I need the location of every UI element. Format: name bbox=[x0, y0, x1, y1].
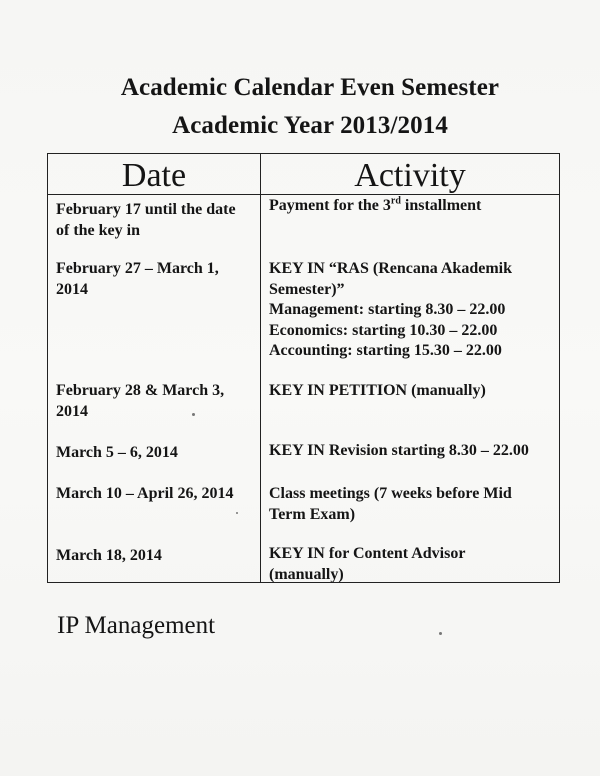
row-3-date: February 28 & March 3, 2014 bbox=[56, 382, 225, 420]
row-2-activity: KEY IN “RAS (Rencana Akademik Semester)” Management: starting 8.30 – 22.00 Economics: starting 10.30 – 22.00 Accounting: starting 15.30 – 22.00 bbox=[269, 260, 512, 359]
calendar-table bbox=[47, 153, 560, 583]
row-3-activity: KEY IN PETITION (manually) bbox=[269, 382, 486, 399]
row-1-activity-text-end: installment bbox=[400, 197, 482, 214]
scan-speck bbox=[236, 512, 238, 514]
scan-speck bbox=[439, 632, 442, 635]
column-divider bbox=[260, 154, 261, 582]
document-title: Academic Calendar Even Semester bbox=[120, 74, 500, 101]
column-header-activity: Activity bbox=[354, 157, 466, 194]
row-6-date: March 18, 2014 bbox=[56, 547, 162, 564]
row-1-activity-text: Payment for the 3 bbox=[269, 197, 391, 214]
row-1-activity-superscript: rd bbox=[390, 195, 401, 207]
row-4-activity: KEY IN Revision starting 8.30 – 22.00 bbox=[269, 442, 529, 459]
row-5-activity: Class meetings (7 weeks before Mid Term Exam) bbox=[269, 485, 512, 523]
row-1-activity bbox=[269, 196, 559, 217]
document-subtitle: Academic Year 2013/2014 bbox=[172, 112, 448, 139]
row-2-date: February 27 – March 1, 2014 bbox=[56, 260, 219, 298]
row-5-date: March 10 – April 26, 2014 bbox=[56, 485, 234, 502]
row-4-date: March 5 – 6, 2014 bbox=[56, 444, 178, 461]
row-1-date: February 17 until the date of the key in bbox=[56, 201, 236, 239]
column-header-date: Date bbox=[121, 157, 187, 194]
row-6-activity: KEY IN for Content Advisor (manually) bbox=[269, 545, 466, 583]
scan-speck bbox=[192, 413, 195, 416]
footer-text: IP Management bbox=[57, 612, 216, 639]
